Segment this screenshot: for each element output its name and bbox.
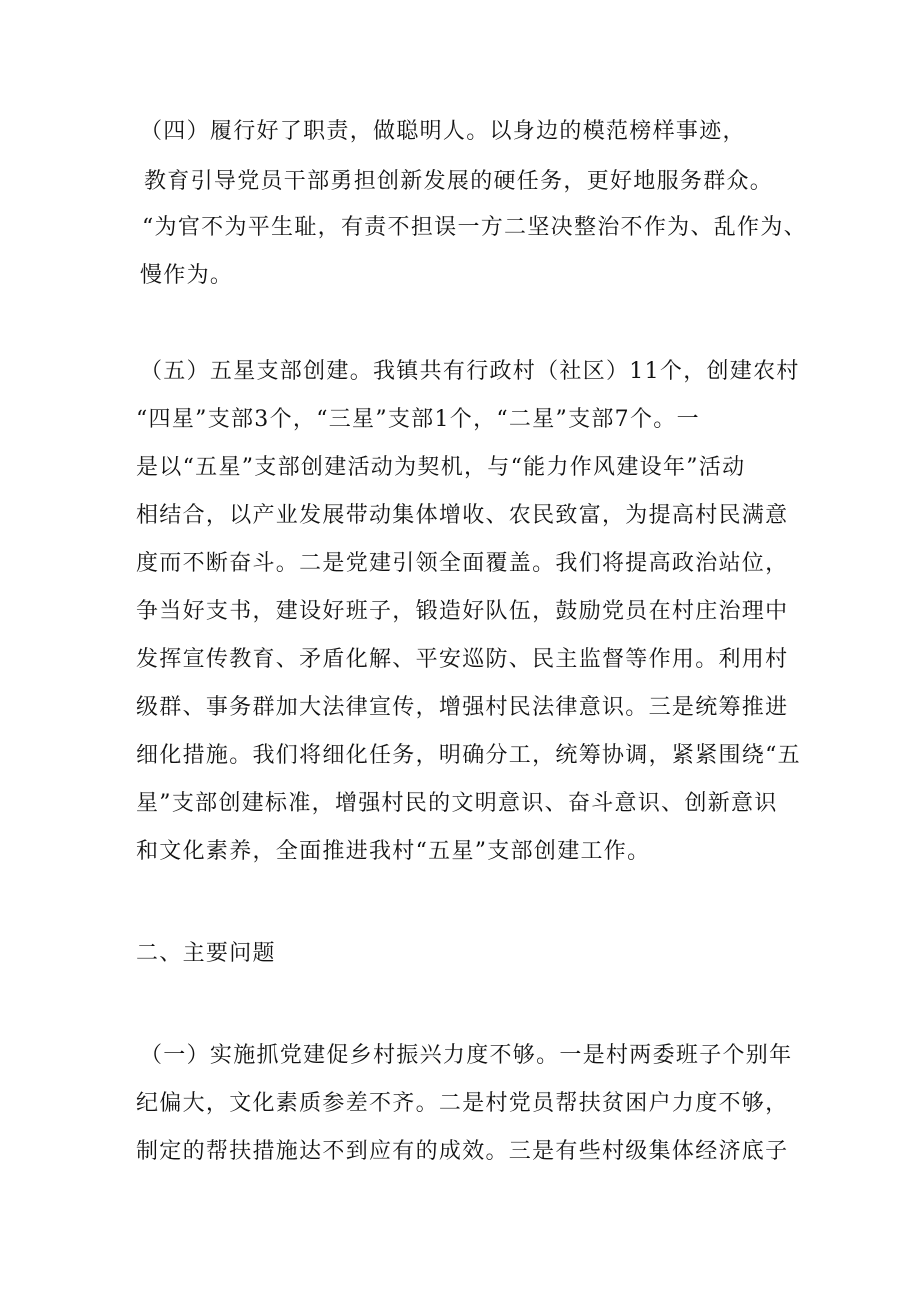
- paragraph-2-line-8: 级群、事务群加大法律宣传，增强村民法律意识。三是统筹推进: [136, 695, 789, 720]
- paragraph-1-line-2: 教育引导党员干部勇担创新发展的硬任务，更好地服务群众。: [144, 169, 774, 194]
- paragraph-2-line-9: 细化措施。我们将细化任务，明确分工，统筹协调，紧紧围绕“五: [136, 743, 801, 768]
- paragraph-3-line-2: 纪偏大，文化素质参差不齐。二是村党员帮扶贫困户力度不够，: [136, 1091, 789, 1116]
- paragraph-2-line-1: （五）五星支部创建。我镇共有行政村（社区）11个，创建农村: [140, 359, 800, 384]
- section-heading: 二、主要问题: [136, 941, 276, 966]
- paragraph-2-line-11: 和文化素养，全面推进我村“五星”支部创建工作。: [136, 839, 651, 864]
- paragraph-3-line-1: （一）实施抓党建促乡村振兴力度不够。一是村两委班子个别年: [140, 1043, 793, 1068]
- paragraph-2-line-5: 度而不断奋斗。二是党建引领全面覆盖。我们将提高政治站位，: [136, 551, 789, 576]
- paragraph-3-line-3: 制定的帮扶措施达不到应有的成效。三是有些村级集体经济底子: [136, 1139, 789, 1164]
- paragraph-1-line-3: “为官不为平生耻，有责不担误一方二坚决整治不作为、乱作为、: [142, 215, 807, 240]
- paragraph-2-line-7: 发挥宣传教育、矛盾化解、平安巡防、民主监督等作用。利用村: [136, 647, 789, 672]
- paragraph-2-line-4: 相结合，以产业发展带动集体增收、农民致富，为提高村民满意: [136, 503, 789, 528]
- paragraph-1-line-1: （四）履行好了职责，做聪明人。以身边的模范榜样事迹，: [140, 119, 746, 144]
- paragraph-2-line-10: 星”支部创建标准，增强村民的文明意识、奋斗意识、创新意识: [136, 791, 778, 816]
- paragraph-2-line-3: 是以“五星”支部创建活动为契机，与“能力作风建设年”活动: [136, 455, 746, 480]
- paragraph-2-line-6: 争当好支书，建设好班子，锻造好队伍，鼓励党员在村庄治理中: [136, 599, 789, 624]
- paragraph-2-line-2: “四星”支部3个，“三星”支部1个，“二星”支部7个。一: [136, 407, 700, 432]
- paragraph-1-line-4: 慢作为。: [140, 263, 234, 288]
